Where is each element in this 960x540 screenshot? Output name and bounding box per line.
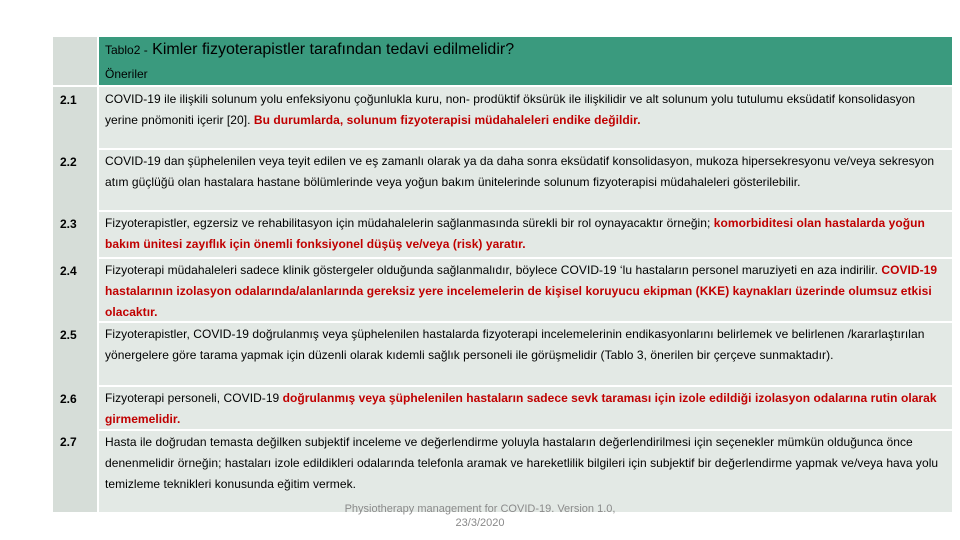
row-text-normal: Fizyoterapistler, egzersiz ve rehabilitasyon için müdahalelerin sağlanmasında sürekli bir rol oynayacaktır örneğin; (105, 216, 714, 230)
row-separator (99, 385, 952, 387)
row-text-normal: Hasta ile doğrudan temasta değilken subjektif inceleme ve değerlendirme yoluyla hastaların değerlendirilmesi için seçenekler mümkün olduğunca önce denenmelidir örneğin; hastaları izole edildikleri odalarında telefonla aramak ve hareketlilik bilgileri için subjektif bir değerlendirme yapmak ve/veya hava yolu temizleme teknikleri konusunda eğitim vermek. (105, 435, 939, 491)
row-separator (99, 257, 952, 259)
table-title (105, 41, 514, 59)
row-text-normal: COVID-19 ile ilişkili solunum yolu enfeksiyonu çoğunlukla kuru, non- prodüktif öksürük ile ilişkilidir ve alt solunum yolu tutulumu eksüdatif konsolidasyon yerine pnömoniti içerir [20]. (105, 92, 916, 127)
row-number: 2.3 (60, 217, 77, 231)
row-text-normal: Fizyoterapi müdahaleleri sadece klinik göstergeler olduğunda sağlanmalıdır, böylece COVID-19 ‘lu hastaların personel maruziyeti en aza indirilir. (105, 263, 882, 277)
row-separator (99, 148, 952, 150)
header-num-cell (53, 37, 97, 85)
footer-line-2: 23/3/2020 (455, 517, 505, 529)
row-text (105, 388, 951, 430)
row-number: 2.6 (60, 392, 77, 406)
row-text (105, 324, 951, 366)
row-number: 2.5 (60, 328, 77, 342)
row-text (105, 151, 951, 193)
row-separator (99, 210, 952, 212)
row-text (105, 213, 951, 255)
row-number: 2.2 (60, 155, 77, 169)
row-text (105, 260, 951, 322)
row-text-highlight: Bu durumlarda, solunum fizyoterapisi müdahaleleri endike değildir. (253, 112, 641, 127)
column-subheader: Öneriler (105, 67, 148, 81)
footer-line-1: Physiotherapy management for COVID-19. Version 1.0, (344, 503, 616, 515)
row-number: 2.4 (60, 264, 77, 278)
row-text (105, 89, 951, 131)
slide-footer (330, 502, 630, 530)
row-text (105, 432, 951, 494)
table-title-text: Kimler fizyoterapistler tarafından tedavi edilmelidir? (152, 41, 515, 58)
row-text-highlight: doğrulanmış veya şüphelenilen hastaların sadece sevk taraması için izole edildiği izolasyon odalarına rutin olarak girmemelidir. (105, 391, 937, 426)
row-text-normal: Fizyoterapistler, COVID-19 doğrulanmış veya şüphelenilen hastalarda fizyoterapi incelemelerinin endikasyonlarını belirlemek ve belirlenen /kararlaştırılan yönergelere göre tarama yapmak için düzenli olarak kıdemli sağlık personeli ile görüşmelidir (Tablo 3, önerilen bir çerçeve sunmaktadır). (105, 327, 925, 362)
recommendations-table (53, 37, 939, 512)
row-text-normal: COVID-19 dan şüphelenilen veya teyit edilen ve eş zamanlı olarak ya da daha sonra eksüdatif konsolidasyon, mukoza hipersekresyonu ve/veya sekresyon atım güçlüğü olan hastalara hastane bölümlerinde veya yoğun bakım ünitelerinde solunum fizyoterapisi müdahaleleri gösterilebilir. (105, 154, 935, 189)
row-number: 2.1 (60, 93, 77, 107)
table-title-prefix: Tablo2 - (105, 43, 148, 57)
row-text-normal: Fizyoterapi personeli, COVID-19 (105, 391, 283, 405)
row-text-highlight: komorbiditesi olan hastalarda yoğun bakım ünitesi zayıflık için önemli fonksiyonel düşüş ve/veya (risk) yaratır. (105, 216, 925, 251)
row-number: 2.7 (60, 435, 77, 449)
row-text-highlight: COVID-19 hastalarının izolasyon odalarında/alanlarında gereksiz yere incelemelerin de kişisel koruyucu ekipman (KKE) kaynakları üzerinde olumsuz etkisi olacaktır. (105, 263, 938, 319)
